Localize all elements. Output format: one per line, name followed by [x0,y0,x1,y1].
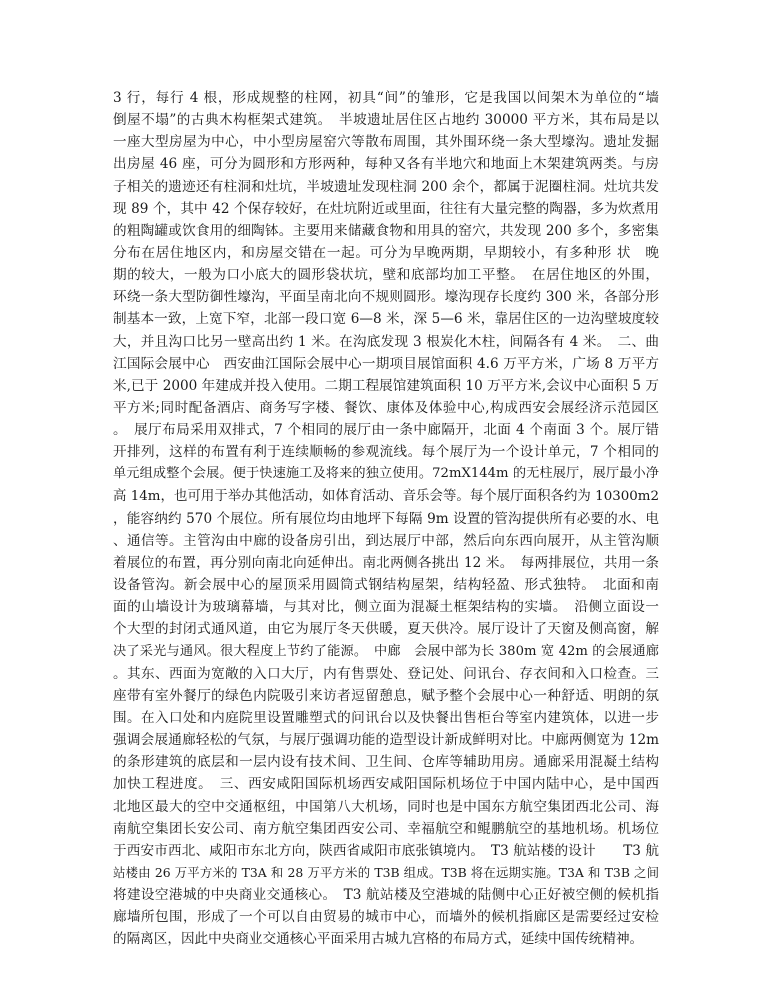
text-line: 将建设空港城的中央商业交通核心。 T3 航站楼及空港城的陆侧中心正好被空侧的候机指 [113,887,659,904]
text-line: 的隔离区，因此中央商业交通核心平面采用古城九宫格的布局方式，延续中国传统精神。 [113,931,644,948]
text-line: 高 14m，也可用于举办其他活动，如体育活动、音乐会等。每个展厅面积各约为 10300m2 [113,488,659,504]
text-line: 南航空集团长安公司、南方航空集团西安公司、幸福航空和鲲鹏航空的基地机场。机场位 [113,820,659,837]
text-line: 。其东、西面为宽敞的入口大厅，内有售票处、登记处、问讯台、存衣间和入口检查。三 [113,665,659,682]
text-line: 廊墙所包围，形成了一个可以自由贸易的城市中心，而墙外的候机指廊区是需要经过安检 [113,909,659,926]
text-line: 着展位的布置，再分别向南北向延伸出。南北两侧各挑出 12 米。 每两排展位，共用一条 [113,554,659,571]
text-line: 分布在居住地区内，和房屋交错在一起。可分为早晚两期，早期较小，有多种形 状 晚 [113,244,659,261]
text-line: 。 展厅布局采用双排式，7 个相同的展厅由一条中廊隔开，北面 4 个南面 3 个。展厅错 [113,422,659,439]
text-line: 一座大型房屋为中心，中小型房屋窑穴等散布周围，其外围环绕一条大型壕沟。遗址发掘 [113,134,659,151]
text-line: 北地区最大的空中交通枢纽，中国第八大机场，同时也是中国东方航空集团西北公司、海 [113,798,659,815]
text-line: 制基本一致，上宽下窄，北部一段口宽 6—8 米，深 5—6 米，靠居住区的一边沟壁坡度较 [113,311,659,328]
text-line: 座带有室外餐厅的绿色内院吸引来访者逗留憩息，赋予整个会展中心一种舒适、明朗的氛 [113,687,659,704]
text-line: 的粗陶罐或饮食用的细陶钵。主要用来储藏食物和用具的窑穴，共发现 200 多个，多密集 [113,222,659,239]
text-line: 强调会展通廊轻松的气氛，与展厅强调功能的造型设计新成鲜明对比。中廊两侧宽为 12m [113,732,659,749]
text-line: 出房屋 46 座，可分为圆形和方形两种，每种又各有半地穴和地面上木架建筑两类。与房 [113,156,659,173]
text-line: 倒屋不塌”的古典木构框架式建筑。 半坡遗址居住区占地约 30000 平方米，其布局是以 [113,112,659,129]
text-line: 期的较大，一般为口小底大的圆形袋状坑，壁和底部均加工平整。 在居住地区的外围， [113,267,659,284]
text-line: 3 行，每行 4 根，形成规整的柱网，初具“间”的雏形，它是我国以间架木为单位的“墙 [113,90,659,106]
body-text [113,87,659,950]
text-line: 子相关的遗迹还有柱洞和灶坑，半坡遗址发现柱洞 200 余个，都属于泥圈柱洞。灶坑共发 [113,178,659,195]
text-line: 个大型的封闭式通风道，由它为展厅冬天供暖，夏天供冷。展厅设计了天窗及侧高窗，解 [113,621,659,638]
text-line: 开排列，这样的布置有利于连续顺畅的参观流线。每个展厅为一个设计单元，7 个相同的 [113,444,659,461]
text-line: 现 89 个，其中 42 个保存较好，在灶坑附近或里面，往往有大量完整的陶器，多为炊煮用 [113,200,659,217]
text-line: 加快工程进度。 三、西安咸阳国际机场西安咸阳国际机场位于中国内陆中心，是中国西 [113,776,659,793]
text-line: 设备管沟。新会展中心的屋顶采用圆筒式钢结构屋架，结构轻盈、形式独特。 北面和南 [113,577,659,594]
text-line: 单元组成整个会展。便于快速施工及将来的独立使用。72mX144m 的无柱展厅，展厅最小净 [113,466,659,482]
text-line: 、通信等。主管沟由中廊的设备房引出，到达展厅中部，然后向东西向展开，从主管沟顺 [113,532,659,549]
text-line: ，能容纳约 570 个展位。所有展位均由地坪下每隔 9m 设置的管沟提供所有必要的水、电 [113,510,659,527]
text-line: 站楼由 26 万平方米的 T3A 和 28 万平方米的 T3B 组成。T3B 将在远期实施。T3A 和 T3B 之间 [113,864,659,880]
text-line: 江国际会展中心 西安曲江国际会展中心一期项目展馆面积 4.6 万平方米，广场 8 万平方 [113,355,659,372]
text-line: 面的山墙设计为玻璃幕墙，与其对比，侧立面为混凝土框架结构的实墙。 沿侧立面设一 [113,599,659,616]
text-line: 平方米;同时配备酒店、商务写字楼、餐饮、康体及体验中心,构成西安会展经济示范园区 [113,399,659,416]
text-line: 决了采光与通风。很大程度上节约了能源。 中廊 会展中部为长 380m 宽 42m 的会展通廊 [113,643,659,659]
text-line: 大，并且沟口比另一壁高出约 1 米。在沟底发现 3 根炭化木柱，间隔各有 4 米。 二、曲 [113,333,659,350]
text-line: 的条形建筑的底层和一层内设有技术间、卫生间、仓库等辅助用房。通廊采用混凝土结构 [113,754,659,771]
text-line: 于西安市西北、咸阳市东北方向，陕西省咸阳市底张镇境内。 T3 航站楼的设计 T3 航 [113,842,659,859]
text-line: 米,已于 2000 年建成并投入使用。二期工程展馆建筑面积 10 万平方米,会议中心面积 5 万 [113,377,659,394]
text-line: 围。在入口处和内庭院里设置雕塑式的问讯台以及快餐出售柜台等室内建筑体，以进一步 [113,709,659,726]
text-line: 环绕一条大型防御性壕沟，平面呈南北向不规则圆形。壕沟现存长度约 300 米，各部分形 [113,289,659,306]
